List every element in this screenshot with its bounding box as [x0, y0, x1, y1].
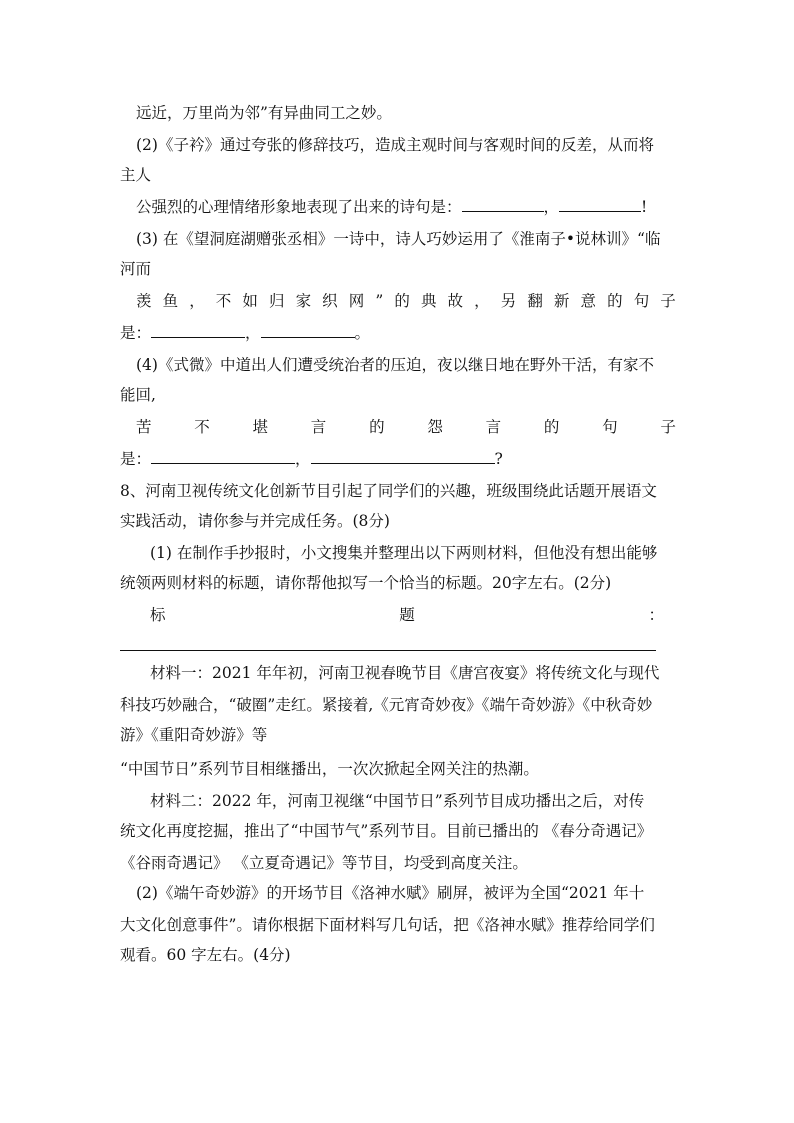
answer-blank-1[interactable]	[151, 448, 295, 464]
end-mark: 。	[354, 324, 371, 342]
question-2-line: (2)《子衿》通过夸张的修辞技巧，造成主观时间与客观时间的反差，从而将	[136, 136, 654, 154]
spread-char: 意	[580, 292, 597, 310]
spread-char: 题	[399, 606, 415, 624]
spread-char: 归	[268, 292, 285, 310]
spread-char: 句	[602, 418, 618, 436]
end-mark: !	[641, 198, 648, 216]
spread-char: 鱼	[162, 292, 179, 310]
answer-prompt: 公强烈的心理情绪形象地表现了出来的诗句是：	[136, 198, 462, 216]
question-3-wrap: 河而	[120, 260, 152, 278]
spread-char: ：	[648, 606, 664, 624]
spread-char: 标	[150, 606, 166, 624]
answer-blank-2[interactable]	[311, 448, 495, 464]
spread-char: 故	[447, 292, 464, 310]
task-2-wrap-1: 大文化创意事件”。请你根据下面材料写几句话，把《洛神水赋》推荐给同学们	[120, 916, 655, 934]
spread-char: 典	[420, 292, 437, 310]
material-1-wrap-1: 科技巧妙融合，“破圈”走红。紧接着,《元宵奇妙夜》《端午奇妙游》《中秋奇妙	[120, 696, 653, 714]
spread-char: 不	[194, 418, 210, 436]
spread-char: 的	[543, 418, 560, 436]
spread-char: 羡	[136, 292, 152, 310]
material-1-wrap-3: “中国节日”系列节目相继播出，一次次掀起全网关注的热潮。	[120, 760, 539, 778]
spread-char: 苦	[136, 418, 152, 436]
spread-char: 怨	[427, 418, 443, 436]
question-3-spread-line	[136, 290, 676, 312]
question-2-wrap: 主人	[120, 166, 152, 184]
spread-char: ”	[375, 292, 384, 310]
task-2-wrap-2: 观看。60 字左右。(4分)	[120, 946, 291, 964]
task-1-line: (1) 在制作手抄报时，小文搜集并整理出以下两则材料，但他没有想出能够	[150, 544, 658, 562]
question-4-wrap: 能回,	[120, 386, 156, 404]
spread-char: 子	[660, 292, 676, 310]
title-prompt-line	[150, 604, 664, 626]
question-3-line: (3) 在《望洞庭湖赠张丞相》一诗中，诗人巧妙运用了《淮南子•说林训》“临	[136, 230, 661, 248]
material-1-wrap-2: 游》《重阳奇妙游》等	[120, 726, 268, 744]
question-3-answer-line	[120, 322, 676, 344]
comma: ，	[245, 324, 261, 342]
material-2-wrap-2: 《谷雨奇遇记》 《立夏奇遇记》等节目，均受到高度关注。	[120, 854, 528, 872]
question-4-spread-line	[136, 416, 676, 438]
material-2-line: 材料二：2022 年，河南卫视继“中国节日”系列节目成功播出之后，对传	[150, 792, 645, 810]
task-1-wrap: 统领两则材料的标题，请你帮他拟写一个恰当的标题。20字左右。(2分)	[120, 574, 612, 592]
comma: ，	[295, 450, 311, 468]
spread-char: 言	[310, 418, 327, 436]
question-4-answer-line	[120, 448, 676, 470]
spread-char: 的	[394, 292, 410, 310]
end-mark: ?	[494, 450, 503, 468]
spread-char: 言	[485, 418, 502, 436]
task-2-line: (2)《端午奇妙游》的开场节目《洛神水赋》刷屏，被评为全国“2021 年十	[136, 884, 645, 902]
answer-blank-1[interactable]	[151, 322, 245, 338]
spread-char: 的	[369, 418, 385, 436]
spread-char: 网	[348, 292, 365, 310]
spread-char: 如	[242, 292, 258, 310]
spread-char: 新	[553, 292, 570, 310]
question-2-answer-line	[136, 196, 692, 218]
spread-char: 子	[660, 418, 676, 436]
answer-blank-2[interactable]	[261, 322, 355, 338]
question-4-line: (4)《式微》中道出人们遭受统治者的压迫，夜以继日地在野外干活，有家不	[136, 356, 654, 374]
question-8-heading: 8、河南卫视传统文化创新节目引起了同学们的兴趣，班级围绕此话题开展语文	[120, 482, 657, 500]
comma: ，	[543, 198, 560, 216]
answer-prompt: 是：	[120, 324, 152, 342]
text-line-1: 远近，万里尚为邻”有异曲同工之妙。	[136, 104, 392, 122]
spread-char: 织	[322, 292, 338, 310]
spread-char: 家	[295, 292, 312, 310]
spread-char: ，	[189, 292, 205, 310]
spread-char: 翻	[527, 292, 543, 310]
spread-char: ，	[474, 292, 490, 310]
spread-char: 不	[215, 292, 232, 310]
spread-char: 堪	[252, 418, 269, 436]
title-answer-rule[interactable]	[120, 650, 656, 651]
question-8-wrap: 实践活动，请你参与并完成任务。(8分)	[120, 512, 390, 530]
answer-prompt: 是：	[120, 450, 152, 468]
material-1-line: 材料一：2021 年年初，河南卫视春晚节目《唐宫夜宴》将传统文化与现代	[150, 664, 660, 682]
spread-char: 另	[500, 292, 517, 310]
spread-char: 句	[633, 292, 650, 310]
spread-char: 的	[607, 292, 623, 310]
material-2-wrap-1: 统文化再度挖掘，推出了“中国节气”系列节目。目前已播出的 《春分奇遇记》	[120, 822, 653, 840]
answer-blank-2[interactable]	[559, 196, 641, 212]
answer-blank-1[interactable]	[462, 196, 544, 212]
